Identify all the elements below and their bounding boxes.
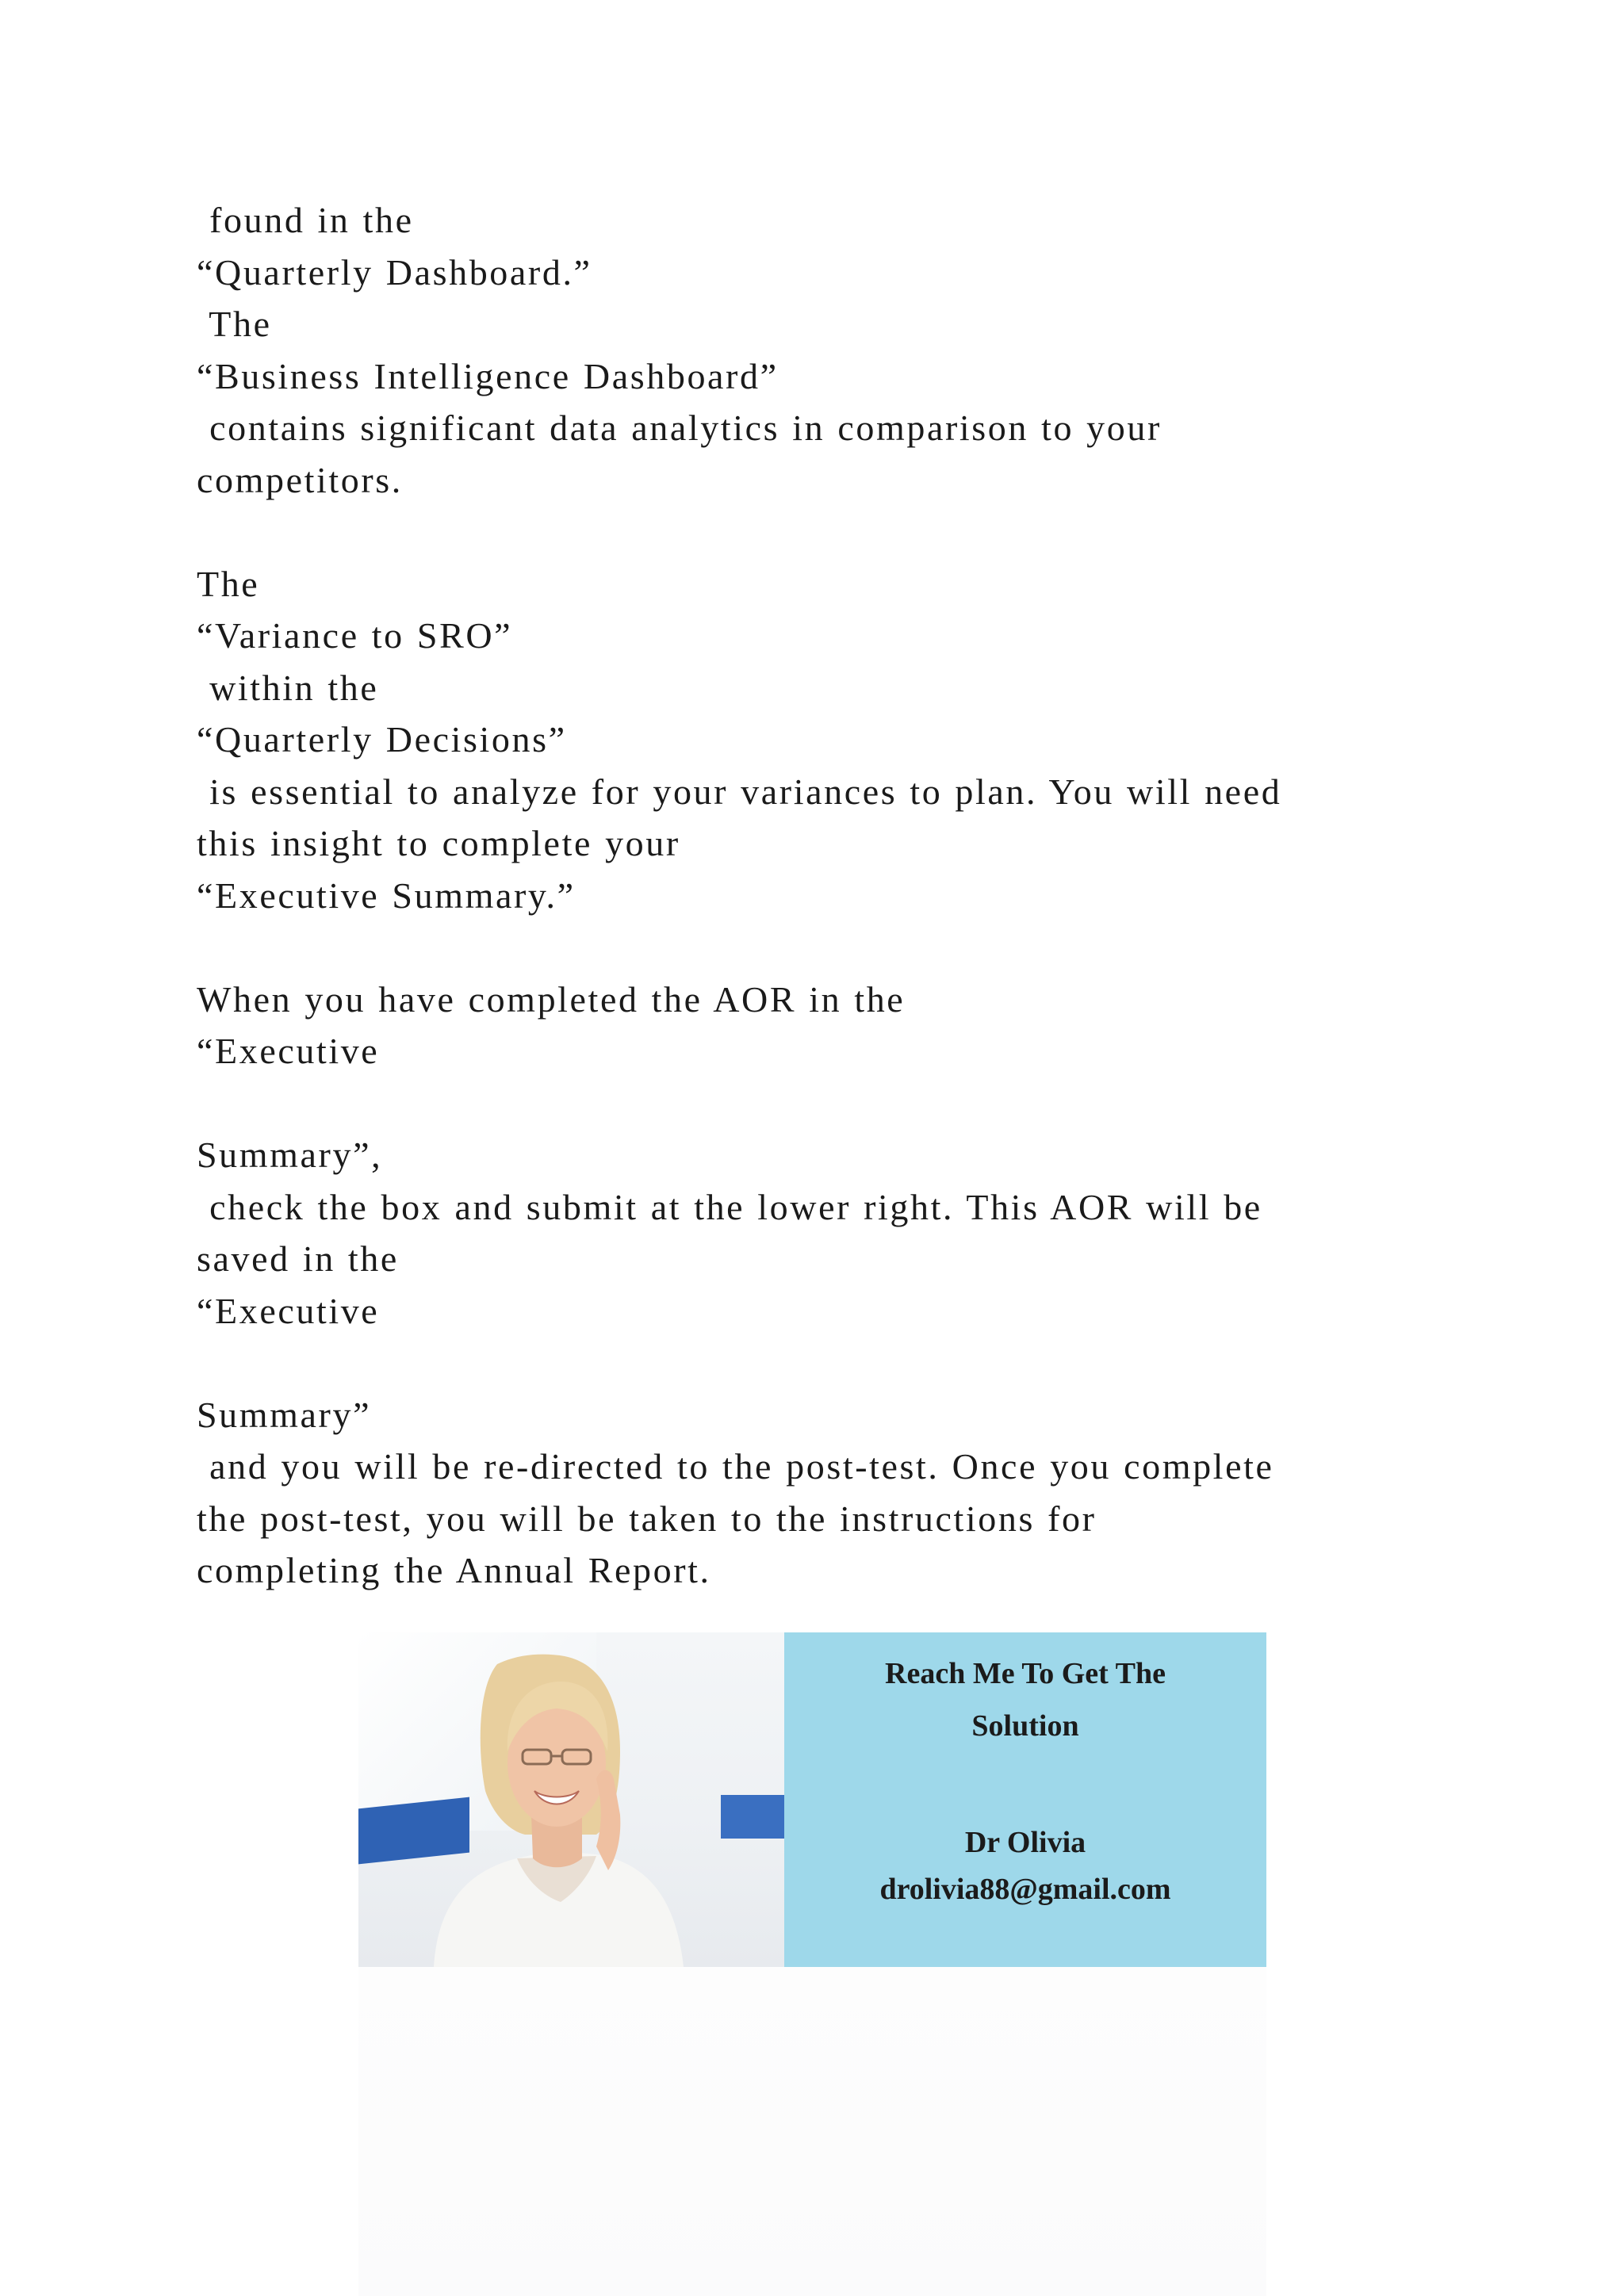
document-body bbox=[197, 194, 1465, 1597]
ad-email: drolivia88@gmail.com bbox=[879, 1873, 1171, 1906]
blank-line bbox=[197, 921, 1465, 974]
woman-illustration bbox=[358, 1632, 784, 1967]
text-line: the post-test, you will be taken to the instructions for bbox=[197, 1498, 1097, 1539]
text-line: “Variance to SRO” bbox=[197, 615, 513, 656]
text-line: When you have completed the AOR in the bbox=[197, 978, 906, 1020]
text-line: and you will be re-directed to the post-test. Once you complete bbox=[197, 1446, 1274, 1487]
text-line: “Quarterly Dashboard.” bbox=[197, 251, 592, 293]
blank-line bbox=[197, 506, 1465, 558]
contact-ad-banner bbox=[358, 1632, 1266, 1967]
text-line: check the box and submit at the lower right. This AOR will be bbox=[197, 1186, 1262, 1227]
text-line: “Executive bbox=[197, 1031, 380, 1071]
contact-info-panel bbox=[784, 1632, 1266, 1967]
image-fade-area bbox=[358, 1967, 1266, 2296]
text-line: this insight to complete your bbox=[197, 823, 680, 863]
blank-line bbox=[197, 1077, 1465, 1130]
ad-headline-2: Solution bbox=[971, 1709, 1079, 1743]
ad-headline: Reach Me To Get The bbox=[885, 1657, 1166, 1690]
text-line: within the bbox=[197, 667, 379, 708]
text-line: The bbox=[197, 304, 272, 344]
text-line: “Quarterly Decisions” bbox=[197, 719, 567, 760]
text-line: saved in the bbox=[197, 1238, 399, 1279]
text-line: The bbox=[197, 563, 260, 604]
text-line: found in the bbox=[197, 200, 414, 240]
text-line: completing the Annual Report. bbox=[197, 1550, 711, 1590]
text-line: competitors. bbox=[197, 459, 403, 500]
text-line: “Executive bbox=[197, 1290, 380, 1331]
text-line: contains significant data analytics in comparison to your bbox=[197, 408, 1162, 448]
text-line: “Business Intelligence Dashboard” bbox=[197, 355, 779, 396]
text-line: Summary” bbox=[197, 1394, 372, 1435]
woman-photo bbox=[358, 1632, 784, 1967]
blank-line bbox=[197, 1337, 1465, 1389]
ad-name: Dr Olivia bbox=[964, 1826, 1086, 1859]
text-line: Summary”, bbox=[197, 1135, 383, 1175]
text-line: “Executive Summary.” bbox=[197, 874, 576, 916]
text-line: is essential to analyze for your variances to plan. You will need bbox=[197, 771, 1282, 812]
